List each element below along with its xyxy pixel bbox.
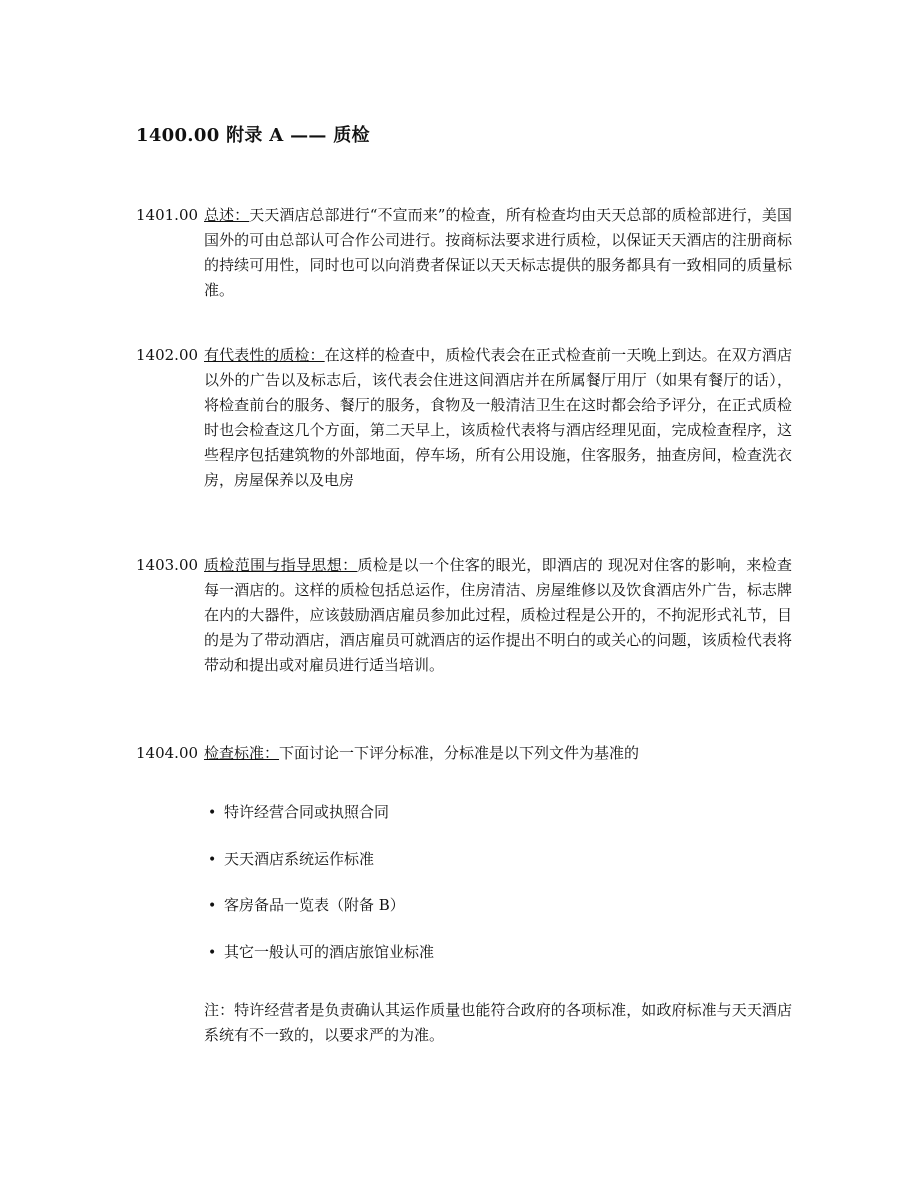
section-heading: 质检范围与指导思想： [204, 556, 358, 574]
section-number: 1403.00 [136, 556, 199, 574]
bullet-icon: • [208, 805, 217, 821]
section-number: 1404.00 [136, 744, 199, 762]
section-body [204, 203, 792, 303]
list-item-text: 天天酒店系统运作标准 [224, 849, 375, 868]
section-heading: 有代表性的质检： [204, 346, 325, 364]
section-heading: 总述： [204, 206, 250, 224]
list-item [208, 847, 768, 872]
note-paragraph: 注：特许经营者是负责确认其运作质量也能符合政府的各项标准，如政府标准与天天酒店系统有不一致的，以要求严的为准。 [204, 1001, 792, 1044]
bullet-icon: • [208, 851, 217, 868]
section-text: 天天酒店总部进行“不宣而来”的检查，所有检查均由天天总部的质检部进行，美国国外的可由总部认可合作公司进行。按商标法要求进行质检，以保证天天酒店的注册商标的持续可用性，同时也可以向消费者保证以天天标志提供的服务都具有一致相同的质量标准。 [204, 206, 792, 299]
section-body [204, 343, 792, 493]
section-heading: 检查标准： [204, 744, 280, 762]
section-number: 1402.00 [136, 346, 199, 364]
list-item-text: 客房备品一览表（附备 B） [224, 896, 405, 914]
list-item-text: 特许经营合同或执照合同 [224, 803, 390, 821]
section-text: 质检是以一个住客的眼光，即酒店的 现况对住客的影响，来检查每一酒店的。这样的质检包括总运作，住房清洁、房屋维修以及饮食酒店外广告，标志牌在内的大器件，应该鼓励酒店雇员参加此过程，质检过程是公开的，不拘泥形式礼节，目的是为了带动酒店，酒店雇员可就酒店的运作提出不明白的或关心的问题，该质检代表将带动和提出或对雇员进行适当培训。 [204, 556, 792, 674]
list-item [208, 893, 768, 918]
bullet-icon: • [208, 898, 217, 914]
section-number: 1401.00 [136, 206, 199, 224]
list-item [208, 800, 768, 825]
list-item-text: 其它一般认可的酒店旅馆业标准 [224, 942, 435, 961]
section-body [204, 553, 792, 678]
standards-list [208, 800, 768, 986]
section-text: 下面讨论一下评分标准，分标准是以下列文件为基准的 [279, 744, 640, 762]
section-text: 在这样的检查中，质检代表会在正式检查前一天晚上到达。在双方酒店以外的广告以及标志后，该代表会住进这间酒店并在所属餐厅用厅（如果有餐厅的话），将检查前台的服务、餐厅的服务，食物及一般清洁卫生在这时都会给予评分，在正式质检时也会检查这几个方面，第二天早上，该质检代表将与酒店经理见面，完成检查程序，这些程序包括建筑物的外部地面，停车场，所有公用设施，住客服务，抽查房间，检查洗衣房，房屋保养以及电房 [204, 346, 792, 489]
bullet-icon: • [208, 944, 217, 961]
page-title: 1400.00 附录 A —— 质检 [136, 125, 370, 146]
list-item [208, 940, 768, 965]
section-body [204, 741, 792, 766]
